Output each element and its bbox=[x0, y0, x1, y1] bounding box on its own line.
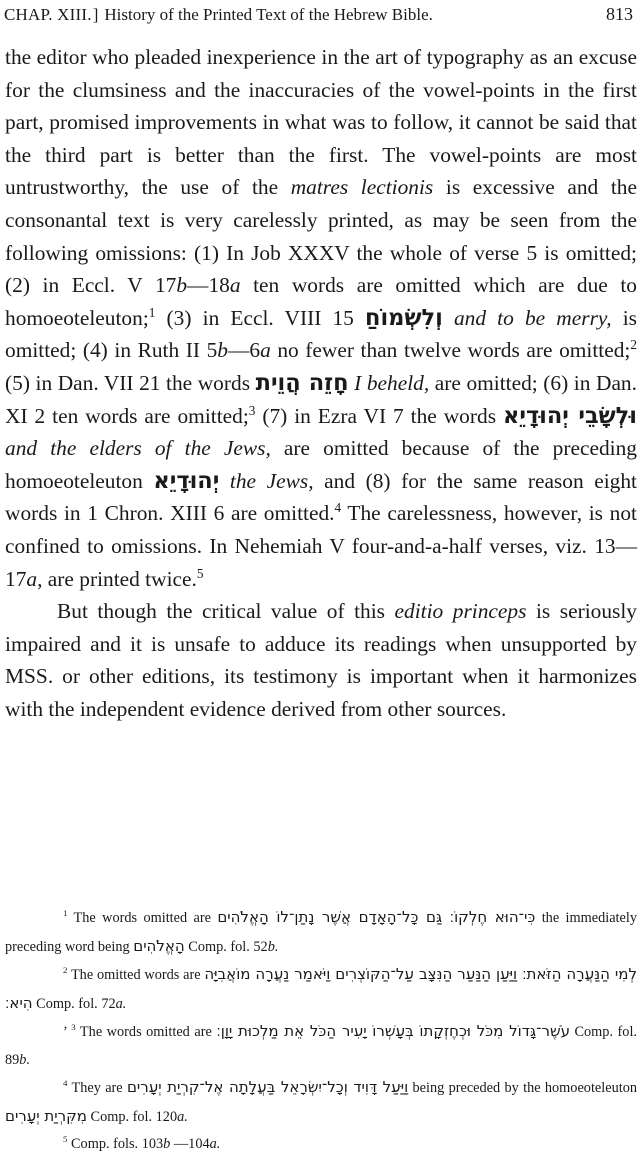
italic-letter: a. bbox=[209, 1136, 221, 1152]
text-run: the immediately preceding word being bbox=[5, 910, 637, 955]
italic-gloss: I beheld, bbox=[354, 370, 430, 395]
footnote-ref: 4 bbox=[334, 500, 342, 516]
paragraph-2 bbox=[5, 595, 637, 725]
text-run: Comp. fol. 120 bbox=[86, 1108, 178, 1125]
text-run: Comp. fol. 89 bbox=[5, 1024, 637, 1068]
hebrew-passage: כִּי־הוּא חֶלְקוֹ׃ גַּם כָּל־הָאָדָם אֲשֶׁר נָתַן־לוֹ הָאֱלֹהִים bbox=[217, 908, 536, 926]
running-title: History of the Printed Text of the Hebrew Bible. bbox=[104, 5, 433, 24]
text-run: —6 bbox=[227, 338, 261, 363]
text-run: (5) in Dan. VII 21 the words bbox=[5, 370, 256, 395]
text-run: But though the critical value of this bbox=[57, 599, 395, 624]
italic-letter: b. bbox=[267, 938, 279, 955]
hebrew-passage: וַיַּעַל דָּוִיד וְכָל־יִשְׂרָאֵל בַּעֲלָתָה אֶל־קִרְיַת יְעָרִים bbox=[126, 1078, 409, 1096]
chapter-label: CHAP. XIII. bbox=[4, 5, 92, 24]
text-run: The carelessness, however, is not confined to omissions. In Nehemiah V four-and-a-half verses, viz. 13—17 bbox=[5, 501, 637, 591]
text-run: no fewer than twelve words are omitted; bbox=[270, 338, 631, 363]
text-run: The omitted words are bbox=[67, 967, 205, 983]
text-run: (7) in Ezra VI 7 the words bbox=[255, 403, 503, 428]
hebrew-passage: לְמִי הַנַּעֲרָה הַזֹּאת׃ וַיַּעַן הַנַּעַר הַנִּצָּב עַל־הַקּוֹצְרִים וַיֹּאמַר נַעֲרָה מוֹאֲבִיָּה הִיא׃ bbox=[5, 965, 637, 1012]
hebrew-word: הָאֱלֹהִים bbox=[133, 936, 185, 955]
paragraph-1 bbox=[5, 41, 637, 595]
italic-letter: a. bbox=[177, 1108, 188, 1125]
header-bracket: ] bbox=[92, 5, 99, 24]
italic-letter: b. bbox=[19, 1051, 31, 1068]
footnote-ref: 3 bbox=[248, 402, 256, 418]
italic-letter: b bbox=[217, 338, 228, 363]
hebrew-word: וּלְשָׂבֵי יְהוּדָיֵא bbox=[502, 402, 637, 429]
text-run: —18 bbox=[187, 273, 230, 298]
text-run: is omitted; (4) in Ruth II 5 bbox=[5, 305, 637, 363]
hebrew-word: חָזֵה הֲוֵית bbox=[255, 369, 349, 396]
text-run: Comp. fol. 52 bbox=[184, 938, 268, 955]
footnote-1 bbox=[5, 904, 637, 961]
footnotes bbox=[5, 904, 637, 1159]
text-run: (3) in Eccl. VIII 15 bbox=[155, 305, 366, 330]
italic-letter: a bbox=[229, 273, 241, 298]
footnote-ref: 2 bbox=[630, 337, 637, 353]
italic-letter: a. bbox=[115, 995, 127, 1012]
text-run: Comp. fols. 103 bbox=[67, 1136, 164, 1152]
body-text bbox=[5, 41, 637, 725]
text-run: —104 bbox=[170, 1136, 210, 1152]
italic-letter: a bbox=[260, 338, 271, 363]
hebrew-word: יְהוּדָיֵא bbox=[153, 467, 220, 494]
italic-gloss: and to be merry, bbox=[453, 305, 612, 330]
running-header bbox=[4, 4, 633, 28]
hebrew-passage: עֹשֶׁר־גָּדוֹל מִכֹּל וּכְחֶזְקָתוֹ בְּעָשְׁרוֹ יָעִיר הַכֹּל אֵת מַלְכוּת יָוָן׃ bbox=[216, 1022, 570, 1040]
text-run: is excessive and the consonantal text is very carelessly printed, as may be seen from the following omissions: (1) In Job XXXV the whole of verse 5 is omitted; (2) in Eccl. V 17 bbox=[5, 175, 637, 298]
footnote-number: 5 bbox=[63, 1134, 68, 1145]
text-run: and (8) for the same reason eight words in 1 Chron. XIII 6 are omitted. bbox=[5, 468, 637, 526]
italic-term: matres lectionis bbox=[290, 175, 434, 200]
text-run: are omitted because of the preceding homoeoteleuton bbox=[5, 436, 637, 493]
footnote-3 bbox=[5, 1018, 637, 1074]
footnote-4 bbox=[5, 1074, 637, 1131]
footnote-ref: 1 bbox=[148, 304, 156, 320]
footnote-number: 1 bbox=[63, 908, 68, 919]
text-run: is seriously impaired and it is unsafe to adduce its readings when unsupported by MSS. or other editions, its testimony is important when it harmonizes with the independent evidence derived from other sources. bbox=[5, 599, 637, 721]
footnote-2 bbox=[5, 961, 637, 1018]
hebrew-word: וְלִשְׂמוֹחַ bbox=[365, 304, 443, 331]
text-run: They are bbox=[67, 1080, 127, 1096]
italic-gloss: and the elders of the Jews, bbox=[5, 436, 271, 461]
italic-letter: b bbox=[163, 1136, 171, 1152]
text-run: ten words are omitted which are due to homoeoteleuton; bbox=[5, 273, 638, 330]
hebrew-word: מִקִּרְיַת יְעָרִים bbox=[5, 1106, 87, 1125]
text-run: being preceded by the homoeoteleuton bbox=[408, 1080, 637, 1096]
italic-term: editio princeps bbox=[394, 599, 527, 624]
page-number: 813 bbox=[606, 4, 633, 24]
italic-letter: a bbox=[26, 566, 38, 591]
stray-mark: ’ bbox=[63, 1024, 67, 1040]
footnote-number: 2 bbox=[63, 965, 68, 976]
italic-gloss: the Jews, bbox=[229, 468, 314, 493]
text-run: , are printed twice. bbox=[37, 566, 197, 591]
footnote-number: 3 bbox=[71, 1022, 76, 1033]
text-run: are omitted; (6) in Dan. XI 2 ten words are omitted; bbox=[5, 370, 637, 428]
italic-letter: b bbox=[176, 273, 188, 298]
text-run: Comp. fol. 72 bbox=[32, 995, 116, 1012]
footnote-ref: 5 bbox=[196, 565, 204, 581]
text-run: The words omitted are bbox=[75, 1024, 217, 1040]
footnote-5 bbox=[5, 1131, 637, 1159]
text-run: the editor who pleaded inexperience in the art of typography as an excuse for the clumsiness and the inaccuracies of the vowel-points in the first part, promised improvements in what was to follow, it cannot be said that the third part is better than the first. The vowel-points are most untrustworthy, the use of the bbox=[5, 45, 637, 200]
text-run: The words omitted are bbox=[67, 910, 218, 926]
footnote-number: 4 bbox=[63, 1078, 68, 1089]
